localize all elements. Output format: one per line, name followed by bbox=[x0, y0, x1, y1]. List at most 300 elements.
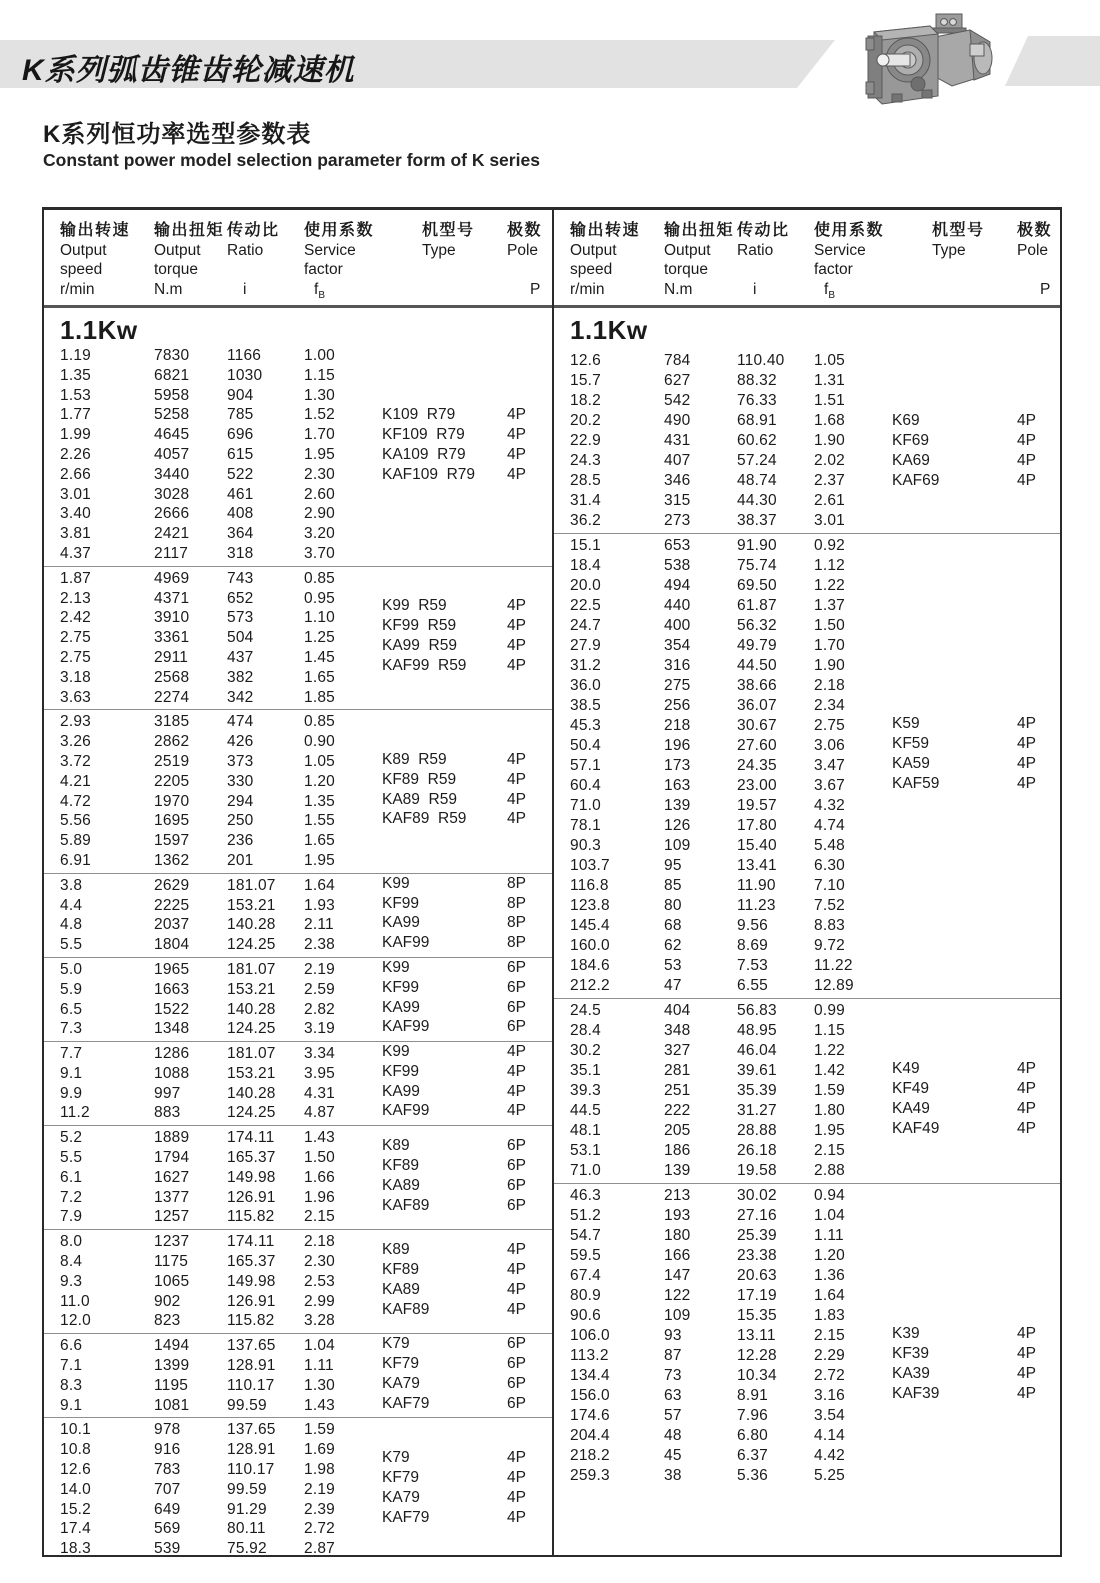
cell-output-speed: 15.2 bbox=[60, 1500, 91, 1518]
cell-ratio: 124.25 bbox=[227, 936, 276, 954]
header-en1: Pole bbox=[1017, 241, 1049, 259]
cell-output-torque: 4969 bbox=[154, 569, 190, 587]
cell-output-speed: 7.1 bbox=[60, 1357, 83, 1375]
cell-ratio: 149.98 bbox=[227, 1168, 276, 1186]
cell-output-speed: 212.2 bbox=[570, 977, 610, 994]
parameter-group bbox=[44, 1417, 552, 1561]
cell-output-speed: 174.6 bbox=[570, 1407, 610, 1424]
cell-service-factor: 0.90 bbox=[304, 733, 335, 751]
cell-ratio: 153.21 bbox=[227, 1064, 276, 1082]
cell-output-torque: 281 bbox=[664, 1062, 691, 1079]
cell-service-factor: 1.00 bbox=[304, 347, 335, 364]
parameter-group bbox=[44, 957, 552, 1041]
cell-pole: 6P bbox=[507, 1355, 526, 1373]
cell-pole: 4P bbox=[1017, 1120, 1036, 1137]
cell-service-factor: 1.37 bbox=[814, 597, 845, 614]
cell-output-torque: 431 bbox=[664, 432, 691, 449]
cell-output-torque: 316 bbox=[664, 657, 691, 674]
cell-type: KAF49 bbox=[892, 1120, 940, 1137]
cell-service-factor: 9.72 bbox=[814, 937, 845, 954]
cell-type: KF79 bbox=[382, 1468, 420, 1486]
header-en2 bbox=[507, 260, 546, 280]
header-zh: 极数 bbox=[507, 222, 543, 239]
cell-ratio: 88.32 bbox=[737, 372, 777, 389]
cell-service-factor: 7.10 bbox=[814, 877, 845, 894]
cell-output-speed: 80.9 bbox=[570, 1287, 601, 1304]
cell-output-torque: 147 bbox=[664, 1267, 691, 1284]
cell-output-torque: 400 bbox=[664, 617, 691, 634]
cell-pole: 4P bbox=[507, 1280, 526, 1298]
cell-output-torque: 139 bbox=[664, 1162, 691, 1179]
cell-output-speed: 7.3 bbox=[60, 1020, 83, 1038]
cell-output-torque: 348 bbox=[664, 1022, 691, 1039]
cell-output-speed: 8.0 bbox=[60, 1233, 83, 1251]
cell-pole: 4P bbox=[1017, 1100, 1036, 1117]
cell-output-speed: 7.2 bbox=[60, 1188, 83, 1206]
cell-ratio: 181.07 bbox=[227, 876, 276, 894]
cell-type: KA69 bbox=[892, 452, 930, 469]
cell-type: KF79 bbox=[382, 1355, 420, 1373]
cell-pole: 4P bbox=[507, 1468, 526, 1486]
cell-output-speed: 160.0 bbox=[570, 937, 610, 954]
header-zh: 输出转速 bbox=[60, 222, 131, 239]
cell-ratio: 181.07 bbox=[227, 1045, 276, 1063]
cell-output-torque: 997 bbox=[154, 1084, 181, 1102]
cell-type: KAF79 bbox=[382, 1394, 430, 1412]
cell-ratio: 7.53 bbox=[737, 957, 768, 974]
cell-output-torque: 1399 bbox=[154, 1357, 190, 1375]
cell-ratio: 15.40 bbox=[737, 837, 777, 854]
cell-output-torque: 53 bbox=[664, 957, 682, 974]
cell-ratio: 56.32 bbox=[737, 617, 777, 634]
cell-type: KAF89 bbox=[382, 1300, 430, 1318]
cell-output-speed: 90.6 bbox=[570, 1307, 601, 1324]
cell-output-speed: 9.1 bbox=[60, 1396, 83, 1414]
cell-output-torque: 315 bbox=[664, 492, 691, 509]
cell-output-speed: 204.4 bbox=[570, 1427, 610, 1444]
cell-type: KAF89 R59 bbox=[382, 810, 467, 828]
cell-output-speed: 17.4 bbox=[60, 1520, 91, 1538]
cell-ratio: 110.40 bbox=[737, 352, 785, 369]
cell-service-factor: 0.85 bbox=[304, 569, 335, 587]
cell-ratio: 373 bbox=[227, 752, 254, 770]
cell-output-torque: 1597 bbox=[154, 832, 190, 850]
cell-output-torque: 1494 bbox=[154, 1337, 190, 1355]
cell-service-factor: 2.61 bbox=[814, 492, 845, 509]
cell-output-torque: 87 bbox=[664, 1347, 682, 1364]
cell-output-torque: 2629 bbox=[154, 876, 190, 894]
cell-output-torque: 48 bbox=[664, 1427, 682, 1444]
cell-output-speed: 2.26 bbox=[60, 445, 91, 463]
cell-service-factor: 1.36 bbox=[814, 1267, 845, 1284]
cell-output-speed: 9.3 bbox=[60, 1272, 83, 1290]
cell-type: K49 bbox=[892, 1060, 920, 1077]
cell-ratio: 20.63 bbox=[737, 1267, 777, 1284]
cell-ratio: 615 bbox=[227, 445, 254, 463]
cell-ratio: 126.91 bbox=[227, 1188, 276, 1206]
cell-service-factor: 4.32 bbox=[814, 797, 845, 814]
cell-output-torque: 538 bbox=[664, 557, 691, 574]
cell-output-torque: 653 bbox=[664, 537, 691, 554]
cell-ratio: 27.16 bbox=[737, 1207, 777, 1224]
cell-service-factor: 3.67 bbox=[814, 777, 845, 794]
cell-output-torque: 213 bbox=[664, 1187, 691, 1204]
cell-output-torque: 2225 bbox=[154, 896, 190, 914]
cell-output-torque: 47 bbox=[664, 977, 682, 994]
cell-output-speed: 14.0 bbox=[60, 1480, 91, 1498]
cell-service-factor: 1.70 bbox=[304, 426, 335, 444]
cell-service-factor: 3.19 bbox=[304, 1020, 335, 1038]
parameter-group bbox=[44, 1229, 552, 1333]
cell-service-factor: 5.48 bbox=[814, 837, 845, 854]
parameter-group bbox=[44, 566, 552, 710]
cell-output-torque: 38 bbox=[664, 1467, 682, 1484]
cell-service-factor: 1.65 bbox=[304, 832, 335, 850]
cell-output-torque: 163 bbox=[664, 777, 691, 794]
cell-output-speed: 6.91 bbox=[60, 851, 91, 869]
cell-service-factor: 4.74 bbox=[814, 817, 845, 834]
cell-output-speed: 1.77 bbox=[60, 406, 91, 424]
cell-ratio: 57.24 bbox=[737, 452, 777, 469]
cell-pole: 4P bbox=[507, 1102, 526, 1120]
cell-output-speed: 218.2 bbox=[570, 1447, 610, 1464]
cell-type: K99 bbox=[382, 958, 410, 976]
cell-service-factor: 2.19 bbox=[304, 960, 335, 978]
cell-ratio: 426 bbox=[227, 733, 254, 751]
table-right-half bbox=[552, 210, 1060, 1555]
cell-output-torque: 1965 bbox=[154, 960, 190, 978]
cell-type: KAF109 R79 bbox=[382, 465, 476, 483]
header-en2 bbox=[227, 260, 304, 280]
cell-output-speed: 3.40 bbox=[60, 505, 91, 523]
cell-type: KA99 bbox=[382, 998, 420, 1016]
cell-output-speed: 4.72 bbox=[60, 792, 91, 810]
cell-ratio: 49.79 bbox=[737, 637, 777, 654]
cell-output-torque: 2274 bbox=[154, 688, 190, 706]
cell-output-speed: 3.81 bbox=[60, 525, 91, 543]
cell-ratio: 165.37 bbox=[227, 1149, 276, 1167]
cell-service-factor: 1.95 bbox=[304, 445, 335, 463]
cell-service-factor: 2.15 bbox=[814, 1142, 845, 1159]
cell-output-torque: 45 bbox=[664, 1447, 682, 1464]
cell-output-speed: 35.1 bbox=[570, 1062, 601, 1079]
cell-service-factor: 1.43 bbox=[304, 1396, 335, 1414]
table-header bbox=[44, 210, 552, 308]
cell-pole: 6P bbox=[507, 958, 526, 976]
cell-output-torque: 122 bbox=[664, 1287, 691, 1304]
cell-output-torque: 883 bbox=[154, 1104, 181, 1122]
cell-pole: 4P bbox=[507, 656, 526, 674]
cell-type: K99 bbox=[382, 1043, 410, 1061]
cell-service-factor: 1.50 bbox=[814, 617, 845, 634]
header-en2 bbox=[932, 260, 1017, 280]
cell-type: KAF39 bbox=[892, 1385, 940, 1402]
cell-service-factor: 2.38 bbox=[304, 936, 335, 954]
cell-ratio: 110.17 bbox=[227, 1461, 275, 1479]
cell-output-torque: 627 bbox=[664, 372, 691, 389]
header-zh: 输出扭矩 bbox=[664, 222, 735, 239]
cell-service-factor: 3.20 bbox=[304, 525, 335, 543]
cell-service-factor: 1.66 bbox=[304, 1168, 335, 1186]
parameter-group bbox=[44, 1125, 552, 1229]
cell-ratio: 140.28 bbox=[227, 1084, 276, 1102]
cell-output-speed: 5.5 bbox=[60, 1149, 83, 1167]
cell-output-speed: 18.3 bbox=[60, 1540, 91, 1558]
cell-output-speed: 12.6 bbox=[570, 352, 601, 369]
cell-service-factor: 2.39 bbox=[304, 1500, 335, 1518]
cell-pole: 4P bbox=[1017, 1080, 1036, 1097]
cell-output-speed: 5.0 bbox=[60, 960, 83, 978]
cell-service-factor: 1.65 bbox=[304, 668, 335, 686]
cell-output-torque: 569 bbox=[154, 1520, 181, 1538]
cell-service-factor: 1.80 bbox=[814, 1102, 845, 1119]
type-column bbox=[382, 1240, 552, 1319]
cell-pole: 4P bbox=[1017, 472, 1036, 489]
cell-ratio: 19.57 bbox=[737, 797, 777, 814]
cell-output-torque: 73 bbox=[664, 1367, 682, 1384]
cell-service-factor: 2.72 bbox=[304, 1520, 335, 1538]
cell-output-torque: 1088 bbox=[154, 1064, 190, 1082]
cell-output-speed: 11.2 bbox=[60, 1104, 90, 1122]
parameter-group bbox=[44, 709, 552, 872]
header-en2: torque bbox=[664, 261, 708, 278]
gear-reducer-image bbox=[852, 8, 1002, 112]
cell-output-torque: 222 bbox=[664, 1102, 691, 1119]
header-en1: Type bbox=[422, 241, 456, 259]
header-zh: 使用系数 bbox=[304, 222, 375, 239]
cell-ratio: 115.82 bbox=[227, 1312, 275, 1330]
cell-output-speed: 36.2 bbox=[570, 512, 601, 529]
cell-ratio: 8.91 bbox=[737, 1387, 768, 1404]
cell-pole: 4P bbox=[507, 597, 526, 615]
cell-service-factor: 2.37 bbox=[814, 472, 845, 489]
cell-output-torque: 5958 bbox=[154, 386, 190, 404]
cell-output-torque: 3910 bbox=[154, 609, 190, 627]
cell-output-torque: 93 bbox=[664, 1327, 682, 1344]
cell-output-speed: 134.4 bbox=[570, 1367, 610, 1384]
cell-output-speed: 6.1 bbox=[60, 1168, 83, 1186]
cell-ratio: 461 bbox=[227, 485, 254, 503]
cell-output-speed: 71.0 bbox=[570, 1162, 601, 1179]
cell-output-speed: 3.72 bbox=[60, 752, 91, 770]
parameter-group bbox=[44, 873, 552, 957]
parameter-table bbox=[42, 207, 1062, 1557]
cell-service-factor: 3.34 bbox=[304, 1045, 335, 1063]
cell-ratio: 12.28 bbox=[737, 1347, 777, 1364]
cell-output-torque: 1175 bbox=[154, 1253, 189, 1271]
cell-pole: 4P bbox=[1017, 755, 1036, 772]
cell-pole: 6P bbox=[507, 1374, 526, 1392]
cell-ratio: 38.37 bbox=[737, 512, 777, 529]
cell-output-torque: 1065 bbox=[154, 1272, 190, 1290]
cell-output-torque: 539 bbox=[154, 1540, 181, 1558]
cell-ratio: 408 bbox=[227, 505, 254, 523]
cell-output-speed: 4.21 bbox=[60, 772, 91, 790]
cell-service-factor: 1.30 bbox=[304, 386, 335, 404]
cell-output-speed: 6.6 bbox=[60, 1337, 83, 1355]
cell-output-speed: 1.19 bbox=[60, 347, 91, 364]
cell-pole: 4P bbox=[1017, 452, 1036, 469]
cell-type: KA59 bbox=[892, 755, 930, 772]
cell-output-speed: 67.4 bbox=[570, 1267, 601, 1284]
cell-output-torque: 166 bbox=[664, 1247, 691, 1264]
cell-output-speed: 2.42 bbox=[60, 609, 91, 627]
header-unit: i bbox=[753, 280, 757, 298]
header-en1: Output bbox=[154, 241, 201, 259]
cell-ratio: 80.11 bbox=[227, 1520, 266, 1538]
cell-output-speed: 27.9 bbox=[570, 637, 601, 654]
cell-output-torque: 139 bbox=[664, 797, 691, 814]
cell-type: KA109 R79 bbox=[382, 445, 466, 463]
cell-output-torque: 3185 bbox=[154, 713, 190, 731]
cell-output-speed: 30.2 bbox=[570, 1042, 601, 1059]
cell-service-factor: 3.95 bbox=[304, 1064, 335, 1082]
cell-type: KAF79 bbox=[382, 1508, 430, 1526]
cell-ratio: 174.11 bbox=[227, 1233, 275, 1251]
cell-output-speed: 6.5 bbox=[60, 1000, 83, 1018]
cell-type: K89 bbox=[382, 1137, 410, 1155]
cell-ratio: 48.74 bbox=[737, 472, 777, 489]
cell-ratio: 56.83 bbox=[737, 1002, 777, 1019]
cell-output-torque: 440 bbox=[664, 597, 691, 614]
cell-output-speed: 12.6 bbox=[60, 1461, 91, 1479]
cell-pole: 4P bbox=[507, 1260, 526, 1278]
cell-output-torque: 275 bbox=[664, 677, 691, 694]
cell-type: KF49 bbox=[892, 1080, 930, 1097]
cell-service-factor: 2.59 bbox=[304, 980, 335, 998]
cell-ratio: 115.82 bbox=[227, 1208, 275, 1226]
header-col-pole bbox=[507, 221, 546, 305]
cell-ratio: 504 bbox=[227, 629, 254, 647]
cell-service-factor: 4.42 bbox=[814, 1447, 845, 1464]
header-en2: factor bbox=[304, 261, 343, 278]
cell-service-factor: 2.30 bbox=[304, 465, 335, 483]
parameter-group bbox=[44, 346, 552, 566]
group-list bbox=[44, 346, 552, 1561]
cell-output-torque: 1348 bbox=[154, 1020, 190, 1038]
cell-ratio: 39.61 bbox=[737, 1062, 777, 1079]
cell-output-speed: 78.1 bbox=[570, 817, 601, 834]
cell-ratio: 6.55 bbox=[737, 977, 768, 994]
cell-type: KAF99 bbox=[382, 1018, 430, 1036]
header-zh: 传动比 bbox=[227, 222, 280, 239]
cell-type: KF89 bbox=[382, 1260, 420, 1278]
cell-ratio: 137.65 bbox=[227, 1337, 276, 1355]
cell-service-factor: 6.30 bbox=[814, 857, 845, 874]
cell-output-torque: 3440 bbox=[154, 465, 190, 483]
cell-output-speed: 2.75 bbox=[60, 648, 91, 666]
banner-title: K系列弧齿锥齿轮减速机 bbox=[22, 54, 355, 87]
cell-ratio: 23.00 bbox=[737, 777, 777, 794]
cell-type: KAF99 bbox=[382, 1102, 430, 1120]
cell-service-factor: 3.47 bbox=[814, 757, 845, 774]
cell-output-speed: 24.3 bbox=[570, 452, 601, 469]
cell-output-torque: 2666 bbox=[154, 505, 190, 523]
cell-output-speed: 48.1 bbox=[570, 1122, 601, 1139]
header-en1: Ratio bbox=[737, 241, 774, 259]
cell-service-factor: 1.05 bbox=[304, 752, 335, 770]
cell-output-speed: 11.0 bbox=[60, 1292, 90, 1310]
cell-output-speed: 8.4 bbox=[60, 1253, 83, 1271]
cell-service-factor: 8.83 bbox=[814, 917, 845, 934]
cell-service-factor: 2.99 bbox=[304, 1292, 335, 1310]
cell-service-factor: 2.19 bbox=[304, 1480, 335, 1498]
cell-pole: 4P bbox=[1017, 1385, 1036, 1402]
cell-output-speed: 28.5 bbox=[570, 472, 601, 489]
cell-pole: 4P bbox=[507, 637, 526, 655]
type-column bbox=[382, 750, 552, 829]
cell-pole: 6P bbox=[507, 978, 526, 996]
cell-output-torque: 196 bbox=[664, 737, 691, 754]
cell-ratio: 11.90 bbox=[737, 877, 776, 894]
cell-pole: 6P bbox=[507, 1335, 526, 1353]
cell-type: KA99 R59 bbox=[382, 637, 457, 655]
cell-ratio: 17.80 bbox=[737, 817, 777, 834]
cell-service-factor: 3.06 bbox=[814, 737, 845, 754]
header-zh: 机型号 bbox=[422, 222, 475, 239]
cell-output-speed: 3.01 bbox=[60, 485, 91, 503]
cell-output-speed: 103.7 bbox=[570, 857, 610, 874]
cell-service-factor: 1.69 bbox=[304, 1441, 335, 1459]
cell-pole: 4P bbox=[507, 1488, 526, 1506]
cell-type: KF39 bbox=[892, 1345, 930, 1362]
header-en1: Service bbox=[304, 241, 356, 259]
cell-output-torque: 62 bbox=[664, 937, 682, 954]
cell-service-factor: 1.90 bbox=[814, 432, 845, 449]
cell-ratio: 474 bbox=[227, 713, 254, 731]
cell-pole: 6P bbox=[507, 1394, 526, 1412]
cell-output-torque: 346 bbox=[664, 472, 691, 489]
header-en2: torque bbox=[154, 261, 198, 278]
cell-service-factor: 1.83 bbox=[814, 1307, 845, 1324]
type-column bbox=[382, 405, 552, 484]
cell-output-torque: 354 bbox=[664, 637, 691, 654]
cell-output-torque: 5258 bbox=[154, 406, 190, 424]
cell-pole: 4P bbox=[1017, 1345, 1036, 1362]
cell-ratio: 522 bbox=[227, 465, 254, 483]
cell-output-speed: 10.1 bbox=[60, 1421, 91, 1439]
type-column bbox=[382, 1334, 552, 1413]
header-zh: 输出扭矩 bbox=[154, 222, 225, 239]
cell-output-speed: 9.1 bbox=[60, 1064, 83, 1082]
cell-output-speed: 31.4 bbox=[570, 492, 601, 509]
cell-output-speed: 12.0 bbox=[60, 1312, 91, 1330]
cell-service-factor: 1.05 bbox=[814, 352, 845, 369]
cell-type: K99 bbox=[382, 874, 410, 892]
cell-ratio: 23.38 bbox=[737, 1247, 777, 1264]
cell-ratio: 124.25 bbox=[227, 1020, 276, 1038]
cell-output-speed: 3.8 bbox=[60, 876, 83, 894]
cell-ratio: 6.80 bbox=[737, 1427, 768, 1444]
cell-ratio: 35.39 bbox=[737, 1082, 777, 1099]
cell-output-speed: 3.18 bbox=[60, 668, 91, 686]
cell-service-factor: 1.42 bbox=[814, 1062, 845, 1079]
cell-output-speed: 5.89 bbox=[60, 832, 91, 850]
parameter-group bbox=[554, 533, 1060, 998]
cell-pole: 8P bbox=[507, 914, 526, 932]
cell-output-speed: 57.1 bbox=[570, 757, 601, 774]
cell-output-speed: 4.8 bbox=[60, 916, 83, 934]
cell-ratio: 318 bbox=[227, 544, 254, 562]
cell-pole: 4P bbox=[507, 1043, 526, 1061]
cell-type: KA49 bbox=[892, 1100, 930, 1117]
cell-service-factor: 2.90 bbox=[304, 505, 335, 523]
cell-output-torque: 186 bbox=[664, 1142, 691, 1159]
cell-ratio: 69.50 bbox=[737, 577, 777, 594]
cell-output-torque: 1362 bbox=[154, 851, 190, 869]
cell-service-factor: 2.15 bbox=[814, 1327, 845, 1344]
cell-pole: 4P bbox=[507, 810, 526, 828]
